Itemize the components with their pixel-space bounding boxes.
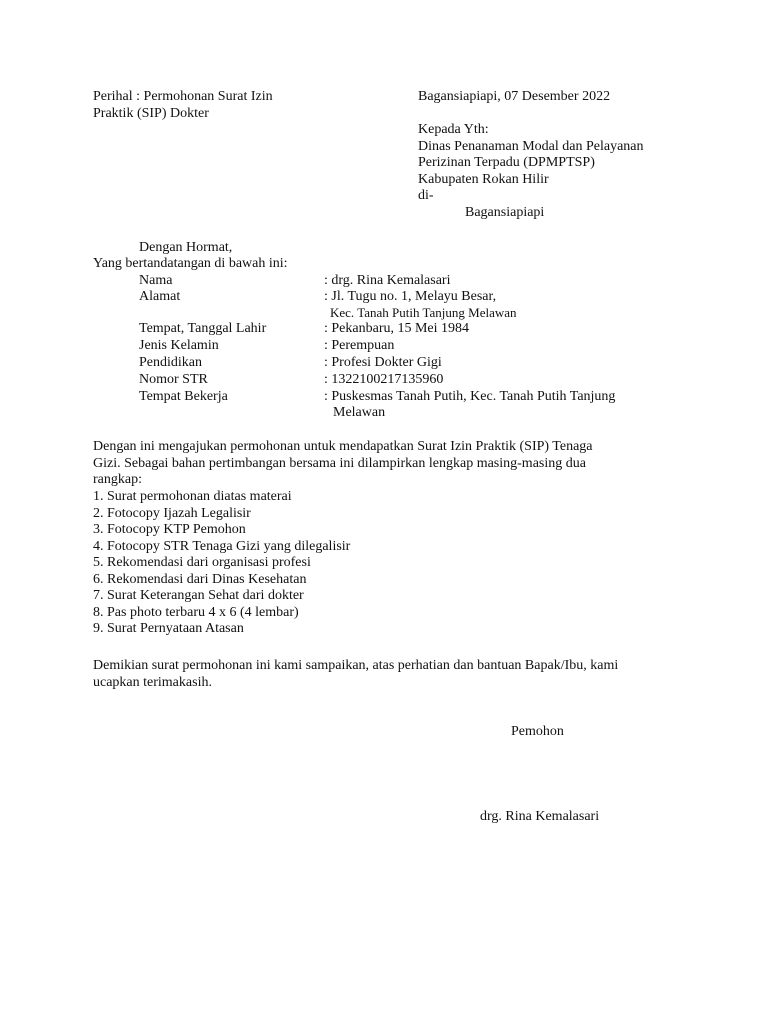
body-line-2: Gizi. Sebagai bahan pertimbangan bersama ini dilampirkan lengkap masing-masing dua bbox=[93, 455, 586, 471]
field-row-nomor-str bbox=[0, 372, 768, 389]
field-label: Tempat Bekerja bbox=[139, 389, 228, 404]
list-item: 3. Fotocopy KTP Pemohon bbox=[93, 522, 246, 537]
list-item: 4. Fotocopy STR Tenaga Gizi yang dilegalisir bbox=[93, 538, 351, 554]
recipient-line-4: Kabupaten Rokan Hilir bbox=[418, 171, 549, 187]
field-value-cont: Melawan bbox=[333, 405, 386, 420]
field-label: Pendidikan bbox=[139, 355, 202, 370]
field-label: Alamat bbox=[139, 289, 181, 304]
body-line-3: rangkap: bbox=[93, 472, 142, 487]
field-label: Nomor STR bbox=[139, 372, 208, 387]
signature-name: drg. Rina Kemalasari bbox=[480, 809, 600, 824]
list-item: 2. Fotocopy Ijazah Legalisir bbox=[93, 505, 251, 521]
field-row-jenis-kelamin bbox=[0, 338, 768, 355]
signature-role: Pemohon bbox=[511, 724, 564, 739]
field-value: : Jl. Tugu no. 1, Melayu Besar, bbox=[324, 289, 497, 304]
list-item: 8. Pas photo terbaru 4 x 6 (4 lembar) bbox=[93, 604, 299, 620]
field-row-alamat-cont bbox=[0, 305, 768, 322]
field-label: Nama bbox=[139, 273, 173, 288]
subject-line-1: Perihal : Permohonan Surat Izin bbox=[93, 89, 273, 104]
subject-line-2: Praktik (SIP) Dokter bbox=[93, 105, 209, 121]
body-paragraph bbox=[93, 439, 593, 489]
closing-line-2: ucapkan terimakasih. bbox=[93, 674, 212, 690]
field-label: Tempat, Tanggal Lahir bbox=[139, 321, 267, 336]
recipient-block bbox=[418, 122, 644, 205]
recipient-line-2: Dinas Penanaman Modal dan Pelayanan bbox=[418, 138, 644, 154]
list-item: 9. Surat Pernyataan Atasan bbox=[93, 621, 244, 636]
field-label: Jenis Kelamin bbox=[139, 338, 219, 353]
greeting: Dengan Hormat, bbox=[139, 240, 233, 255]
field-value: : Pekanbaru, 15 Mei 1984 bbox=[324, 321, 470, 336]
field-value: : Profesi Dokter Gigi bbox=[324, 355, 442, 370]
field-value-cont: Kec. Tanah Putih Tanjung Melawan bbox=[330, 305, 517, 320]
recipient-line-3: Perizinan Terpadu (DPMPTSP) bbox=[418, 155, 595, 170]
attachment-list bbox=[93, 489, 350, 638]
recipient-line-5: di- bbox=[418, 188, 434, 203]
list-item: 5. Rekomendasi dari organisasi profesi bbox=[93, 555, 311, 570]
field-value: : Perempuan bbox=[324, 338, 395, 353]
closing-paragraph bbox=[93, 658, 618, 691]
intro-line: Yang bertandatangan di bawah ini: bbox=[93, 256, 288, 271]
body-line-1: Dengan ini mengajukan permohonan untuk mendapatkan Surat Izin Praktik (SIP) Tenaga bbox=[93, 439, 593, 454]
closing-line-1: Demikian surat permohonan ini kami sampaikan, atas perhatian dan bantuan Bapak/Ibu, kami bbox=[93, 658, 619, 673]
field-row-nama bbox=[0, 273, 768, 290]
list-item: 1. Surat permohonan diatas materai bbox=[93, 489, 292, 504]
field-value: : drg. Rina Kemalasari bbox=[324, 273, 451, 288]
field-row-ttl bbox=[0, 321, 768, 338]
subject-block bbox=[93, 89, 273, 122]
list-item: 6. Rekomendasi dari Dinas Kesehatan bbox=[93, 571, 307, 587]
field-value: : Puskesmas Tanah Putih, Kec. Tanah Putih Tanjung bbox=[324, 389, 616, 404]
recipient-line-1: Kepada Yth: bbox=[418, 122, 489, 137]
recipient-city: Bagansiapiapi bbox=[465, 205, 545, 220]
list-item: 7. Surat Keterangan Sehat dari dokter bbox=[93, 588, 304, 603]
field-row-tempat-bekerja-cont bbox=[0, 405, 768, 422]
field-row-tempat-bekerja bbox=[0, 389, 768, 406]
field-row-alamat bbox=[0, 289, 768, 306]
place-date: Bagansiapiapi, 07 Desember 2022 bbox=[418, 89, 611, 104]
field-row-pendidikan bbox=[0, 355, 768, 372]
field-value: : 1322100217135960 bbox=[324, 372, 444, 387]
